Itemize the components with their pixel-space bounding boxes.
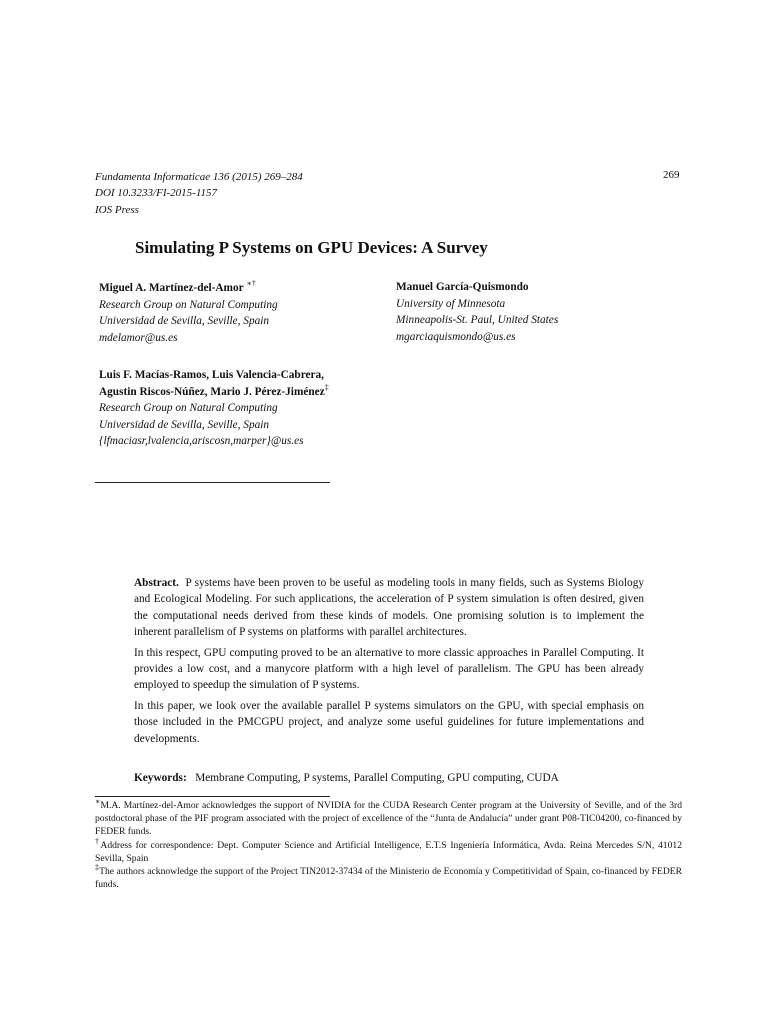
footnote-2 xyxy=(95,836,682,865)
abstract-paragraph-2: In this respect, GPU computing proved to be an alternative to more classic approaches in Parallel Computing. It provides a low cost, and a manycore platform with a high level of parallelism. The GPU has been already employed to speedup the simulation of P systems. xyxy=(134,646,644,692)
footnote-mark: ∗ xyxy=(95,796,101,806)
institution: Universidad de Sevilla, Seville, Spain xyxy=(99,315,270,328)
author-names-line-1: Luis F. Macías-Ramos, Luis Valencia-Cabrera, xyxy=(99,369,325,381)
affiliation: University of Minnesota xyxy=(396,297,506,310)
email: {lfmaciasr,lvalencia,ariscosn,marper}@us.es xyxy=(99,435,304,448)
footnote-text: M.A. Martínez-del-Amor acknowledges the support of NVIDIA for the CUDA Research Center program at the University of Seville, and of the 3rd postdoctoral phase of the PIF program associated with the project of excellence of the “Junta de Andalucía” under grant P08-TIC04200, co-financed by FEDER funds. xyxy=(95,800,682,838)
affiliation: Research Group on Natural Computing xyxy=(99,402,278,415)
email: mdelamor@us.es xyxy=(99,331,178,344)
footnote-rule xyxy=(95,796,330,797)
abstract-paragraph-3: In this paper, we look over the available parallel P systems simulators on the GPU, with special emphasis on those included in the PMCGPU project, and analyze some useful guidelines for future implementations and developments. xyxy=(134,699,644,745)
author-name: Manuel García-Quismondo xyxy=(396,281,529,293)
abstract-text-1: P systems have been proven to be useful as modeling tools in many fields, such as Systems Biology and Ecological Modeling. For such applications, the acceleration of P system simulation is often desired, given the computational needs derived from these kinds of models. One promising solution is to implement the inherent parallelism of P systems on platforms with parallel architectures. xyxy=(134,577,645,639)
author-block-3 xyxy=(99,367,419,450)
footnote-mark: ‡ xyxy=(95,862,100,872)
footnote-text: The authors acknowledge the support of the Project TIN2012-37434 of the Ministerio de Economía y Competitividad of Spain, co-financed by FEDER funds. xyxy=(95,866,683,891)
footnote-marks: ∗† xyxy=(246,279,256,289)
keywords-label: Keywords: xyxy=(134,772,187,784)
institution: Universidad de Sevilla, Seville, Spain xyxy=(99,418,270,431)
author-name: Miguel A. Martínez-del-Amor xyxy=(99,282,244,294)
footnote-text: Address for correspondence: Dept. Computer Science and Artificial Intelligence, E.T.S Ingeniería Informática, Avda. Reina Mercedes S/N, 41012 Sevilla, Spain xyxy=(95,839,682,864)
journal-citation: Fundamenta Informaticae 136 (2015) 269–284 xyxy=(95,171,303,183)
abstract-label: Abstract. xyxy=(134,577,179,589)
footnote-1 xyxy=(95,796,682,839)
author-block-1 xyxy=(99,280,389,346)
author-names-line-2: Agustin Riscos-Núñez, Mario J. Pérez-Jiménez xyxy=(99,385,325,398)
keywords-text: Membrane Computing, P systems, Parallel Computing, GPU computing, CUDA xyxy=(195,772,559,784)
keywords xyxy=(134,772,559,784)
doi: DOI 10.3233/FI-2015-1157 xyxy=(95,187,217,199)
abstract-paragraph-1 xyxy=(134,575,644,641)
footnote-3 xyxy=(95,862,683,891)
affiliation: Research Group on Natural Computing xyxy=(99,298,278,311)
publisher: IOS Press xyxy=(95,204,139,216)
paper-title: Simulating P Systems on GPU Devices: A Survey xyxy=(135,238,488,257)
author-block-2 xyxy=(396,279,686,345)
footnote-marks: ‡ xyxy=(324,382,329,392)
email: mgarciaquismondo@us.es xyxy=(396,330,516,343)
footnote-mark: † xyxy=(95,836,101,846)
separator-rule xyxy=(95,482,330,483)
institution: Minneapolis-St. Paul, United States xyxy=(396,314,559,327)
footnotes xyxy=(95,796,683,891)
page-number: 269 xyxy=(663,169,680,181)
abstract xyxy=(134,575,644,751)
